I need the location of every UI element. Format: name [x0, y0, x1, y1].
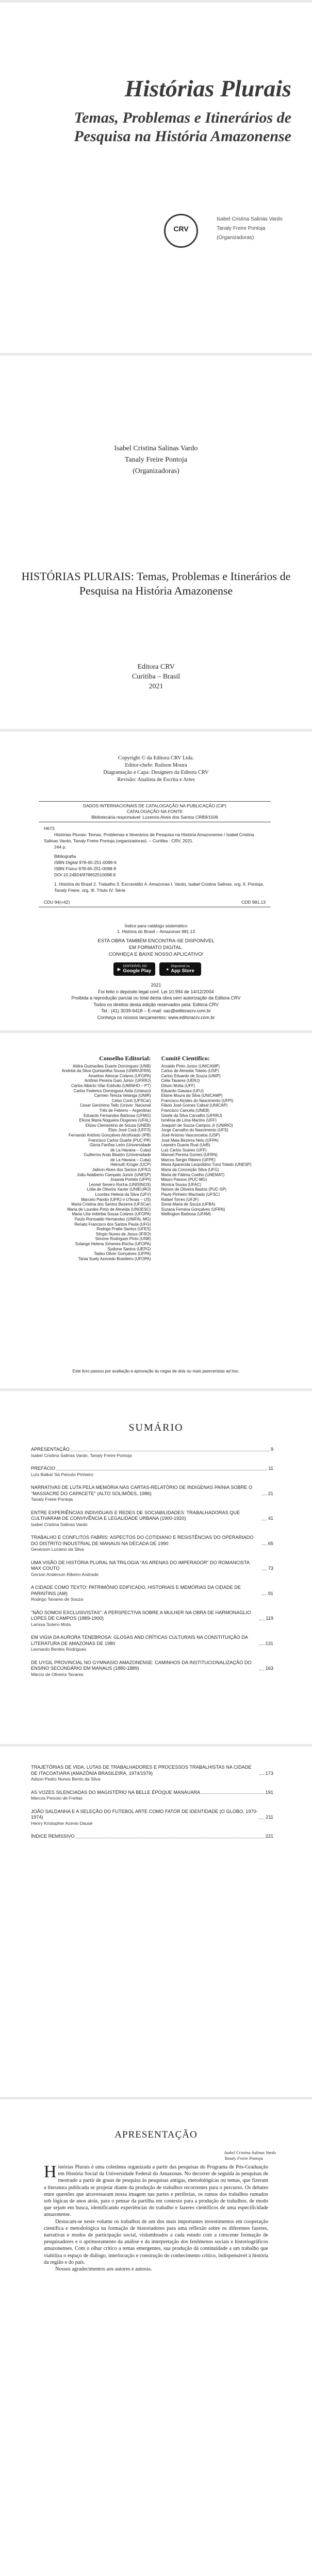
committee-member: José Maia Bezerra Neto (UFPA)	[161, 1138, 219, 1143]
council-page	[0, 1033, 312, 1388]
scientific-committee-title: Comitê Científico:	[161, 1055, 210, 1062]
toc-entry-page: 163	[265, 1666, 273, 1671]
toc-entry-author: Geverson Luciano da Silva	[31, 1547, 84, 1552]
toc-entry[interactable]	[31, 1809, 273, 1827]
council-member: Paulo Romualdo Hernandes (UNIFAL-MG)	[74, 1217, 151, 1222]
committee-member: Rafael Torres (UFJF)	[161, 1197, 199, 1202]
organizer-3: (Organizadoras)	[133, 467, 179, 475]
toc-entry[interactable]	[31, 1660, 273, 1678]
peer-review-note: Este livro passou por avaliação e aprovação às cegas de dois ou mais pareceristas ad hoc.	[72, 1369, 240, 1374]
toc-entry[interactable]	[31, 1535, 273, 1553]
toc-entry[interactable]	[31, 1560, 273, 1578]
toc-entry-author: Larissa Sotero Mota	[31, 1621, 71, 1627]
index-line: Índice para catálogo sistemático	[124, 923, 188, 928]
committee-member: Francisco Alcides do Nascimento (UFPI)	[161, 1098, 234, 1103]
editorial-council-title: Conselho Editorial:	[99, 1055, 151, 1062]
toc-entry-page: 173	[265, 1770, 273, 1776]
committee-member: José Antonio Vasconcelos (USP)	[161, 1132, 220, 1138]
paragraph: Destacam-se neste volume os trabalhos de um dos mais importantes investimentos em cooperação científica e metodológica na formação de historiadores para uma reflexão sobre os diferentes fazeres, narrativas e modos de participação social, vislumbrados a cada estudo com a crescente formação de pesquisadores e o aprimoramento da análise e da interpretação dos fenômenos sociais e historiográficos amazonenses. Com o olhar crítico a temas emergentes, sua produção dá continuidade a um trabalho que viabiliza o espaço de diálogo, interlocução e construção do conhecimento crítico, indispensável à história da região e do país.	[44, 2218, 268, 2265]
committee-member: Eduardo Giavara (UFU)	[161, 1088, 204, 1093]
toc-entry-title: "NÃO SOMOS EXCLUSIVISTAS": A PERSPECTIVA SOBRE A MULHER NA OBRA DE HARMONAGLIO LOPES DE CAMPOS (1889-1900)	[31, 1609, 251, 1621]
committee-member: Leandro Duarte Rust (UnB)	[161, 1143, 210, 1148]
law-line: Tel.: (41) 3039-6418 – E-mail: sac@editoracrv.com.br	[101, 1008, 211, 1013]
council-member: Elizeu Clementino de Souza (UNEB)	[85, 1123, 151, 1128]
crv-logo	[164, 214, 198, 248]
toc-entry-title: DE UYGIL PROVINCIAL NO GYMNASIO AMAZONENSE: CAMINHOS DA INSTITUCIONALIZAÇÃO DO ENSINO SECUNDÁRIO EM MANAUS (1880-1889)	[31, 1659, 252, 1671]
committee-member: Ismênia de Lima Martins (UFF)	[161, 1118, 217, 1123]
toc-entry-title: JOÃO SALDANHA E A SELEÇÃO DO FUTEBOL ARTE COMO FATOR DE IDENTIDADE (O GLOBO, 1970-1974)	[31, 1808, 258, 1820]
toc-entry-title-row	[31, 1660, 273, 1672]
committee-member: Carlos de Almeida Toledo (USP)	[161, 1069, 219, 1074]
council-member: Josania Portela (UFPI)	[110, 1177, 151, 1182]
catalog-head	[39, 802, 271, 822]
cdd-code: CDD 981.13	[241, 900, 266, 905]
committee-member: Dilson Motta (UFF)	[161, 1083, 195, 1088]
council-member: Tadeu Oliver Gonçalves (UFPA)	[94, 1251, 151, 1257]
toc-entry-title-row	[31, 1610, 273, 1622]
catalog-body	[39, 822, 271, 896]
committee-member: Célia Tavares (UERJ)	[161, 1078, 200, 1083]
committee-member: Flávio José Gomes Cabral (UNICAP)	[161, 1103, 228, 1108]
scientific-committee-list	[161, 1064, 292, 1217]
council-member: Jailson Alves dos Santos (UFRJ)	[92, 1167, 151, 1173]
council-member: Carmen Tereza Velanga (UNIR)	[94, 1093, 151, 1098]
toc-entry-title-row	[31, 1510, 273, 1522]
toc-entry-title: TRAJETÓRIAS DE VIDA, LUTAS DE TRABALHADORES E PROCESSOS TRABALHISTAS NA CIDADE DE ITACOATIARA (AMAZÔNIA BRASILEIRA, 1974/1979)	[31, 1765, 252, 1776]
toc-entry-author: Marcos Peixoto de Freitas	[31, 1795, 83, 1801]
cover-title: Histórias Plurais	[124, 75, 291, 101]
dot-leader	[259, 1774, 265, 1775]
publisher-block	[0, 662, 312, 691]
council-member: Carlos Federico Dominguez Avila (Unieuro)	[73, 1088, 151, 1093]
copyright-line: Revisão: Analista de Escrita e Artes	[117, 777, 195, 783]
council-member: Lourdes Helena da Silva (UFV)	[95, 1192, 151, 1197]
council-member: Carlos Alberto Vilar Estêvão (UMINHO – PT)	[71, 1083, 151, 1088]
law-line: 2021	[151, 982, 161, 988]
toc-entry-page: 211	[266, 1815, 273, 1820]
title-page	[0, 355, 312, 729]
toc-entry-page: 119	[266, 1616, 273, 1621]
committee-member: Paulo Pinheiro Machado (UFSC)	[161, 1192, 220, 1197]
committee-member: Eliane Moura da Silva (UNICAMP)	[161, 1093, 223, 1098]
editorial-council	[21, 1056, 156, 1261]
catalog-head-line: CATALOGAÇÃO NA FONTE	[126, 809, 183, 814]
council-member: de La Havana – Cuba)	[110, 1157, 151, 1162]
catalog-classification	[39, 896, 271, 907]
council-member: Maria Lília Imbiriba Sousa Colares (UFOPA)	[72, 1212, 151, 1217]
council-member: Três de Febrero – Argentina)	[99, 1108, 151, 1113]
organizer-2: Tanaly Freire Pontoja	[124, 456, 188, 464]
presentation-body	[44, 2164, 268, 2273]
toc-entry-title-row	[31, 1765, 273, 1776]
toc-entry[interactable]	[31, 1447, 273, 1459]
toc-entry-author: Adson Pedro Nunes Bento da Silva	[31, 1776, 101, 1782]
toc-entry-page: 91	[268, 1590, 273, 1596]
logo-text: CRV	[173, 225, 189, 233]
publisher-city: Curitiba – Brasil	[132, 673, 180, 681]
cover-editor-3: (Organizadoras)	[217, 235, 254, 241]
council-member: Cesar Gerónimo Tello (Univer .Nacional	[80, 1103, 151, 1108]
council-member: Maria de Lourdes Pinto de Almeida (UNOESC)	[67, 1207, 151, 1212]
council-member: João Adalberto Campato Junior (UNESP)	[77, 1172, 151, 1177]
cover-editors	[217, 215, 283, 243]
committee-member: Marcos Sergio Ribeiro (UFPE)	[161, 1157, 216, 1162]
toc-entry-title-row	[31, 1466, 273, 1472]
toc-entry-title: TRABALHO E CONFLITOS FABRIS: ASPECTOS DO COTIDIANO E RESISTÊNCIAS DO OPERARIADO DO DISTRITO INDUSTRIAL DE MANAUS NA DÉCADA DE 1990	[31, 1535, 254, 1546]
drop-cap: H	[44, 2162, 57, 2181]
ebook-line: EM FORMATO DIGITAL.	[128, 945, 184, 951]
toc-entry-author: Isabel Cristina Salinas Vardo	[31, 1521, 88, 1527]
toc-entry-title-row	[31, 1790, 273, 1796]
catalog-line: ISBN Físico 978-65-251-0098-9	[54, 866, 117, 871]
presentation-heading: APRESENTAÇÃO	[114, 2129, 198, 2140]
committee-member: Nelson de Oliveira Bastos (PUC-SP)	[161, 1187, 227, 1192]
law-line: Foi feito o depósito legal conf. Lei 10.994 de 14/12/2004	[98, 989, 214, 994]
toc-entry[interactable]	[31, 1834, 273, 1840]
catalog-line: 244 p.	[54, 844, 67, 850]
toc-entry-title: EM VIGIA DA AURORA TENEBROSA: GLOSAS AND CRÍTICAS CULTURAIS NA CONSTITUIÇÃO DA LITERATURA DE AMAZONAS DE 1980	[31, 1635, 248, 1646]
toc-entry-title-row	[31, 1560, 273, 1572]
google-play-badge[interactable]	[113, 962, 155, 976]
copyright-line: Editor-chefe: Railson Moura	[125, 762, 187, 768]
council-member: Aldira Guimarães Duarte Domínguez (UNB)	[72, 1063, 151, 1069]
toc-entry[interactable]	[31, 1635, 273, 1653]
store-small: Disponível na	[171, 964, 190, 968]
copyright-line: Diagramação e Capa: Designers da Editora CRV	[103, 770, 209, 775]
toc-heading: SUMÁRIO	[128, 1422, 184, 1433]
cover-editor-1: Isabel Cristina Salinas Vardo	[217, 216, 283, 222]
council-member: Simone Rodrigues Pinto (UNB)	[95, 1236, 151, 1242]
committee-member: Manoel Pereira Gomes (UFRN)	[161, 1153, 218, 1158]
catalog-line: DOI 10.24824/978652510098.9	[54, 872, 116, 877]
committee-member: Maria da Conceição Silva (UFG)	[161, 1167, 219, 1173]
book-title: HISTÓRIAS PLURAIS: Temas, Problemas e Itinerários de Pesquisa na História Amazonense	[21, 570, 291, 597]
committee-member: Maria Aparecida Leopoldino Tursi Toledo (UNESP)	[161, 1162, 252, 1167]
council-member: Francisco Carlos Duarte (PUC-PR)	[88, 1138, 151, 1143]
toc-entry-author: Henry Kristopher Acevio Dausé	[31, 1820, 93, 1826]
organizers	[0, 443, 312, 477]
toc-entry-title-row	[31, 1809, 273, 1821]
author-line: Tanaly Freire Pontoja	[224, 2156, 264, 2161]
toc-entry-title: NARRATIVAS DE LUTA PELA MEMÓRIA NAS CARTAS-RELATÓRIO DE INDIGENAS PAÍNIA SOBRE O "MASSACRE DO CAPACETE" (ALTO SOLIMÕES, 1986)	[31, 1485, 253, 1496]
catalog-line: 1. História do Brasil 2. Trabalho 3. Escravidão 4. Amazonas I. Vardo, Isabel Cristina Salinas. org. II. Pontoja, Tanaly Freire. org. III. Título IV. Série.	[54, 882, 264, 893]
committee-member: Mauro Passos (PUC-MG)	[161, 1177, 207, 1182]
council-member: Eduardo Fernandes Barbosa (UFMG)	[84, 1113, 151, 1118]
law-line: Todos os direitos desta edição reservados pela: Editora CRV	[93, 1002, 219, 1007]
toc-entry-title: APRESENTAÇÃO	[31, 1447, 70, 1452]
toc-entry-title-row	[31, 1447, 273, 1453]
cdu-code: CDU 94(=42)	[44, 900, 70, 905]
toc-entry-title: PREFÁCIO	[31, 1466, 55, 1471]
toc-entry-author: Tanaly Freire Pontoja	[31, 1497, 73, 1502]
toc-entry-author: Gerson Anderson Ribeiro Andrade	[31, 1571, 98, 1577]
council-member: Anselmo Alencar Colares (UFOPA)	[88, 1073, 151, 1078]
paragraph: Nossos agradecimentos aos autores e autoras.	[55, 2266, 152, 2273]
toc-entry-author: Isabel Cristina Salinas Vardo, Tanaly Freire Pontoja	[31, 1452, 132, 1458]
store-small: DISPONÍVEL NO	[123, 964, 147, 968]
presentation-page	[0, 2099, 312, 2576]
toc-entry-page: 65	[268, 1540, 273, 1546]
law-line: Conheça os nossos lançamentos: www.editoracrv.com.br	[97, 1014, 215, 1020]
catalog-line: Bibliografia	[54, 854, 76, 859]
council-member: Tania Suely Azevedo Brasileiro (UFOPA)	[78, 1256, 151, 1261]
toc-entry-title-row	[31, 1485, 273, 1497]
toc-entry-title: A CIDADE COMO TEXTO: PATRIMÔNIO EDIFICADO, HISTORIAIS E MEMÓRIAS DA CIDADE DE PARINTINS (AM)	[31, 1585, 241, 1596]
toc-entry-page: 73	[268, 1566, 273, 1571]
toc-entry-title: ENTRE EXPERIÊNCIAS INDIVIDUAIS E REDES DE SOCIABILIDADES: TRABALHADORAS QUE CULTIVARAM DE CONVIVÊNCIA E LEGALIDADE URBANA (1900-1920)	[31, 1510, 240, 1521]
committee-member: Arnaldo Pinto Junior (UNICAMP)	[161, 1063, 220, 1069]
committee-member: Sonia Maria de Souza (UFBA)	[161, 1202, 216, 1207]
council-member: Solange Helena Ximenes-Rocha (UFOPA)	[75, 1241, 151, 1246]
committee-member: Gisele da Silva Carvalho (UFRRJ)	[161, 1113, 222, 1118]
council-member: Andréia da Silva Quintanilha Sousa (UNIR/UFRN)	[61, 1069, 151, 1074]
author-line: Isabel Cristina Salinas Vardo	[224, 2150, 276, 2155]
toc-entry[interactable]	[31, 1485, 273, 1503]
council-member: Gloria Fariñas León (Universidade	[89, 1143, 151, 1148]
toc-entry-title-row	[31, 1635, 273, 1647]
organizer-1: Isabel Cristina Salinas Vardo	[114, 445, 198, 452]
cover-subtitle: Temas, Problemas e Itinerários de Pesquisa na História Amazonense	[74, 109, 291, 145]
toc-entry-page: 21	[268, 1490, 273, 1496]
app-store-badge[interactable]	[159, 962, 201, 976]
council-member: Maria Cristina dos Santos Bezerra (UFSCar)	[71, 1202, 151, 1207]
toc-entry-page: 221	[265, 1834, 273, 1839]
catalog-head-line: DADOS INTERNACIONAIS DE CATALOGAÇÃO NA PUBLICAÇÃO (CIP)	[83, 803, 226, 808]
cover-editor-2: Tanaly Freire Pontoja	[217, 226, 266, 231]
catalog-head-line: Bibliotecária responsável: Luzenira Alves dos Santos CRB9/1506	[91, 815, 218, 820]
toc-entry-author: Leonardo Bentes Rodrigues	[31, 1647, 87, 1652]
toc-entry[interactable]	[31, 1765, 273, 1783]
committee-member: Wellington Barbosa (UFAM)	[161, 1212, 211, 1217]
ebook-line: ESTA OBRA TAMBÉM ENCONTRA-SE DISPONÍVEL	[97, 938, 215, 944]
council-member: Helmuth Krüger (UCP)	[110, 1162, 151, 1167]
app-store-badges	[113, 962, 201, 976]
council-member: de La Havana – Cuba)	[110, 1147, 151, 1153]
apple-icon: ●	[166, 967, 169, 972]
toc-entry-page: 11	[268, 1466, 273, 1471]
council-member: Sérgio Nunes de Jesus (IFRO)	[95, 1231, 151, 1236]
toc-entry-title-row	[31, 1535, 273, 1547]
toc-entry[interactable]	[31, 1610, 273, 1628]
toc-entry-author: Luís Balkar Sá Peixoto Pinheiro	[31, 1471, 93, 1477]
publisher-name: Editora CRV	[137, 663, 175, 671]
cover-page	[0, 3, 312, 353]
catalog-box	[39, 801, 271, 907]
toc-entry[interactable]	[31, 1790, 273, 1802]
catalog-line: ISBN Digital 978-65-251-0099-6	[54, 860, 117, 865]
toc-page-2	[0, 1747, 312, 2097]
toc-entry-title-row	[31, 1585, 273, 1597]
catalog-line: H673	[44, 826, 55, 831]
council-columns	[21, 1056, 291, 1261]
toc-list-continued	[31, 1765, 273, 1847]
toc-entry-title: AS VOZES SILENCIADAS DO MAGISTÉRIO NA BELLE ÉPOQUE MANAUARA	[31, 1789, 201, 1795]
toc-entry-page: 41	[268, 1516, 273, 1521]
legal-notice	[0, 982, 312, 1021]
council-member: Fernando Antônio Gonçalves Alcoforado (IPB)	[69, 1132, 151, 1138]
committee-member: Jorge Carvalho do Nascimento (UFS)	[161, 1128, 228, 1133]
council-member: Rodrigo Pratte-Santos (UFES)	[96, 1227, 151, 1232]
publisher-year: 2021	[149, 683, 163, 690]
toc-entry-author: Márcio de Oliveira Tavares	[31, 1671, 84, 1677]
council-member: Guillermo Arias Beatón (Universidade	[84, 1153, 151, 1158]
council-member: Antônio Pereira Gaio Júnior (UFRRJ)	[84, 1078, 151, 1083]
dot-leader	[201, 1793, 264, 1794]
toc-entry[interactable]	[31, 1510, 273, 1528]
index-line: 1. História do Brasil – Amazonas 981.13	[117, 929, 195, 934]
council-member: Sydione Santos (UEPG)	[107, 1246, 151, 1251]
council-member: Élsio José Corá (UFFS)	[108, 1128, 151, 1133]
store-big: App Store	[171, 968, 194, 974]
play-icon: ▶	[117, 966, 121, 972]
council-member: Renato Francisco dos Santos Paula (UFG)	[74, 1222, 151, 1227]
council-member: Elione Maria Nogueira Diogenes (UFAL)	[79, 1118, 151, 1123]
toc-entry-page: 9	[270, 1447, 273, 1452]
copyright-lines	[0, 755, 312, 784]
toc-entry-page: 191	[265, 1789, 273, 1795]
committee-member: Francisco Cancela (UNEB)	[161, 1108, 210, 1113]
toc-entry-title: UMA VISÃO DE HISTÓRIA PLURAL NA TRILOGIA "AS ARENAS DO IMPERADOR" DO ROMANCISTA MAX COUTO	[31, 1560, 250, 1571]
council-member: Marcelo Paixão (UFRJ e UTexas – US)	[81, 1197, 151, 1202]
presentation-authors	[224, 2150, 276, 2161]
toc-entry-page: 131	[265, 1640, 273, 1646]
toc-list	[31, 1447, 273, 1685]
committee-member: Maria de Fátima Coelho (UNEMAT)	[161, 1172, 225, 1177]
copyright-line: Copyright © da Editora CRV Ltda.	[118, 755, 194, 761]
ebook-notice	[0, 938, 312, 958]
catalog-line: Histórias Plurais: Temas, Problemas e Itinerários de Pesquisa na História Amazonense / Isabel Cristina Salinas Vardo, Tanaly Freire Pontoja (organizadoras). – Curitiba : CRV, 2021.	[44, 832, 254, 843]
paragraph-text: istórias Plurais é uma coletânea organizada a partir das pesquisas do Programa de Pós-Graduação em História Social da Universidade Federal do Amazonas. No decorrer de seguida às pesquisas de mestrado a partir de graus de pesquisa às pesquisas antigas, metodológicas ou temas, que fizeram a literatura publicada se projetar diante da produção de trabalhos recorrentes para o percurso. Os debates entre questões que atravessaram nossa imagem nas partes e periferias, os rumos dos trabalhos rumados sob lógicas de anos atrás, para o pensar da partilha em contexto para a produção de trabalhos, de modo que sejam em busca, identificando experiências do trabalho e fazeres científicos de uma especificidade amazonense.	[44, 2164, 268, 2218]
council-member: Lídia de Oliveira Xavier (UNIEURO)	[87, 1187, 151, 1192]
catalog-index	[0, 923, 312, 935]
toc-entry[interactable]	[31, 1466, 273, 1478]
toc-page-1	[0, 1391, 312, 1744]
store-big: Google Play	[123, 968, 152, 974]
copyright-page	[0, 732, 312, 1030]
paragraph	[44, 2164, 268, 2218]
committee-member: Monica Sousa (UFAC)	[161, 1182, 202, 1187]
law-line: Proibida a reprodução parcial ou total desta obra sem autorização da Editora CRV	[71, 995, 241, 1001]
scientific-committee	[156, 1056, 292, 1261]
council-member: Celso Conti (UFSCar)	[111, 1098, 151, 1103]
committee-member: Joaquim de Souza Campos Jr (UNIRIO)	[161, 1123, 233, 1128]
committee-member: Suzana Ferreira Gonçalves (UFRN)	[161, 1207, 225, 1212]
committee-member: Carlos Eduardo de Souza (UNIP)	[161, 1073, 221, 1078]
toc-entry-author: Rodrigo Tavares de Souza	[31, 1597, 84, 1602]
committee-member: Luiz Carlos Soares (UFF)	[161, 1147, 207, 1153]
toc-entry-title-row	[31, 1834, 273, 1840]
council-member: Leonel Severo Rocha (UNISINOS)	[89, 1182, 151, 1187]
toc-entry-title: ÍNDICE REMISSIVO	[31, 1834, 75, 1839]
toc-entry[interactable]	[31, 1585, 273, 1603]
ebook-line: CONHEÇA E BAIXE NOSSO APLICATIVO!	[108, 952, 204, 957]
editorial-council-list	[21, 1064, 151, 1262]
